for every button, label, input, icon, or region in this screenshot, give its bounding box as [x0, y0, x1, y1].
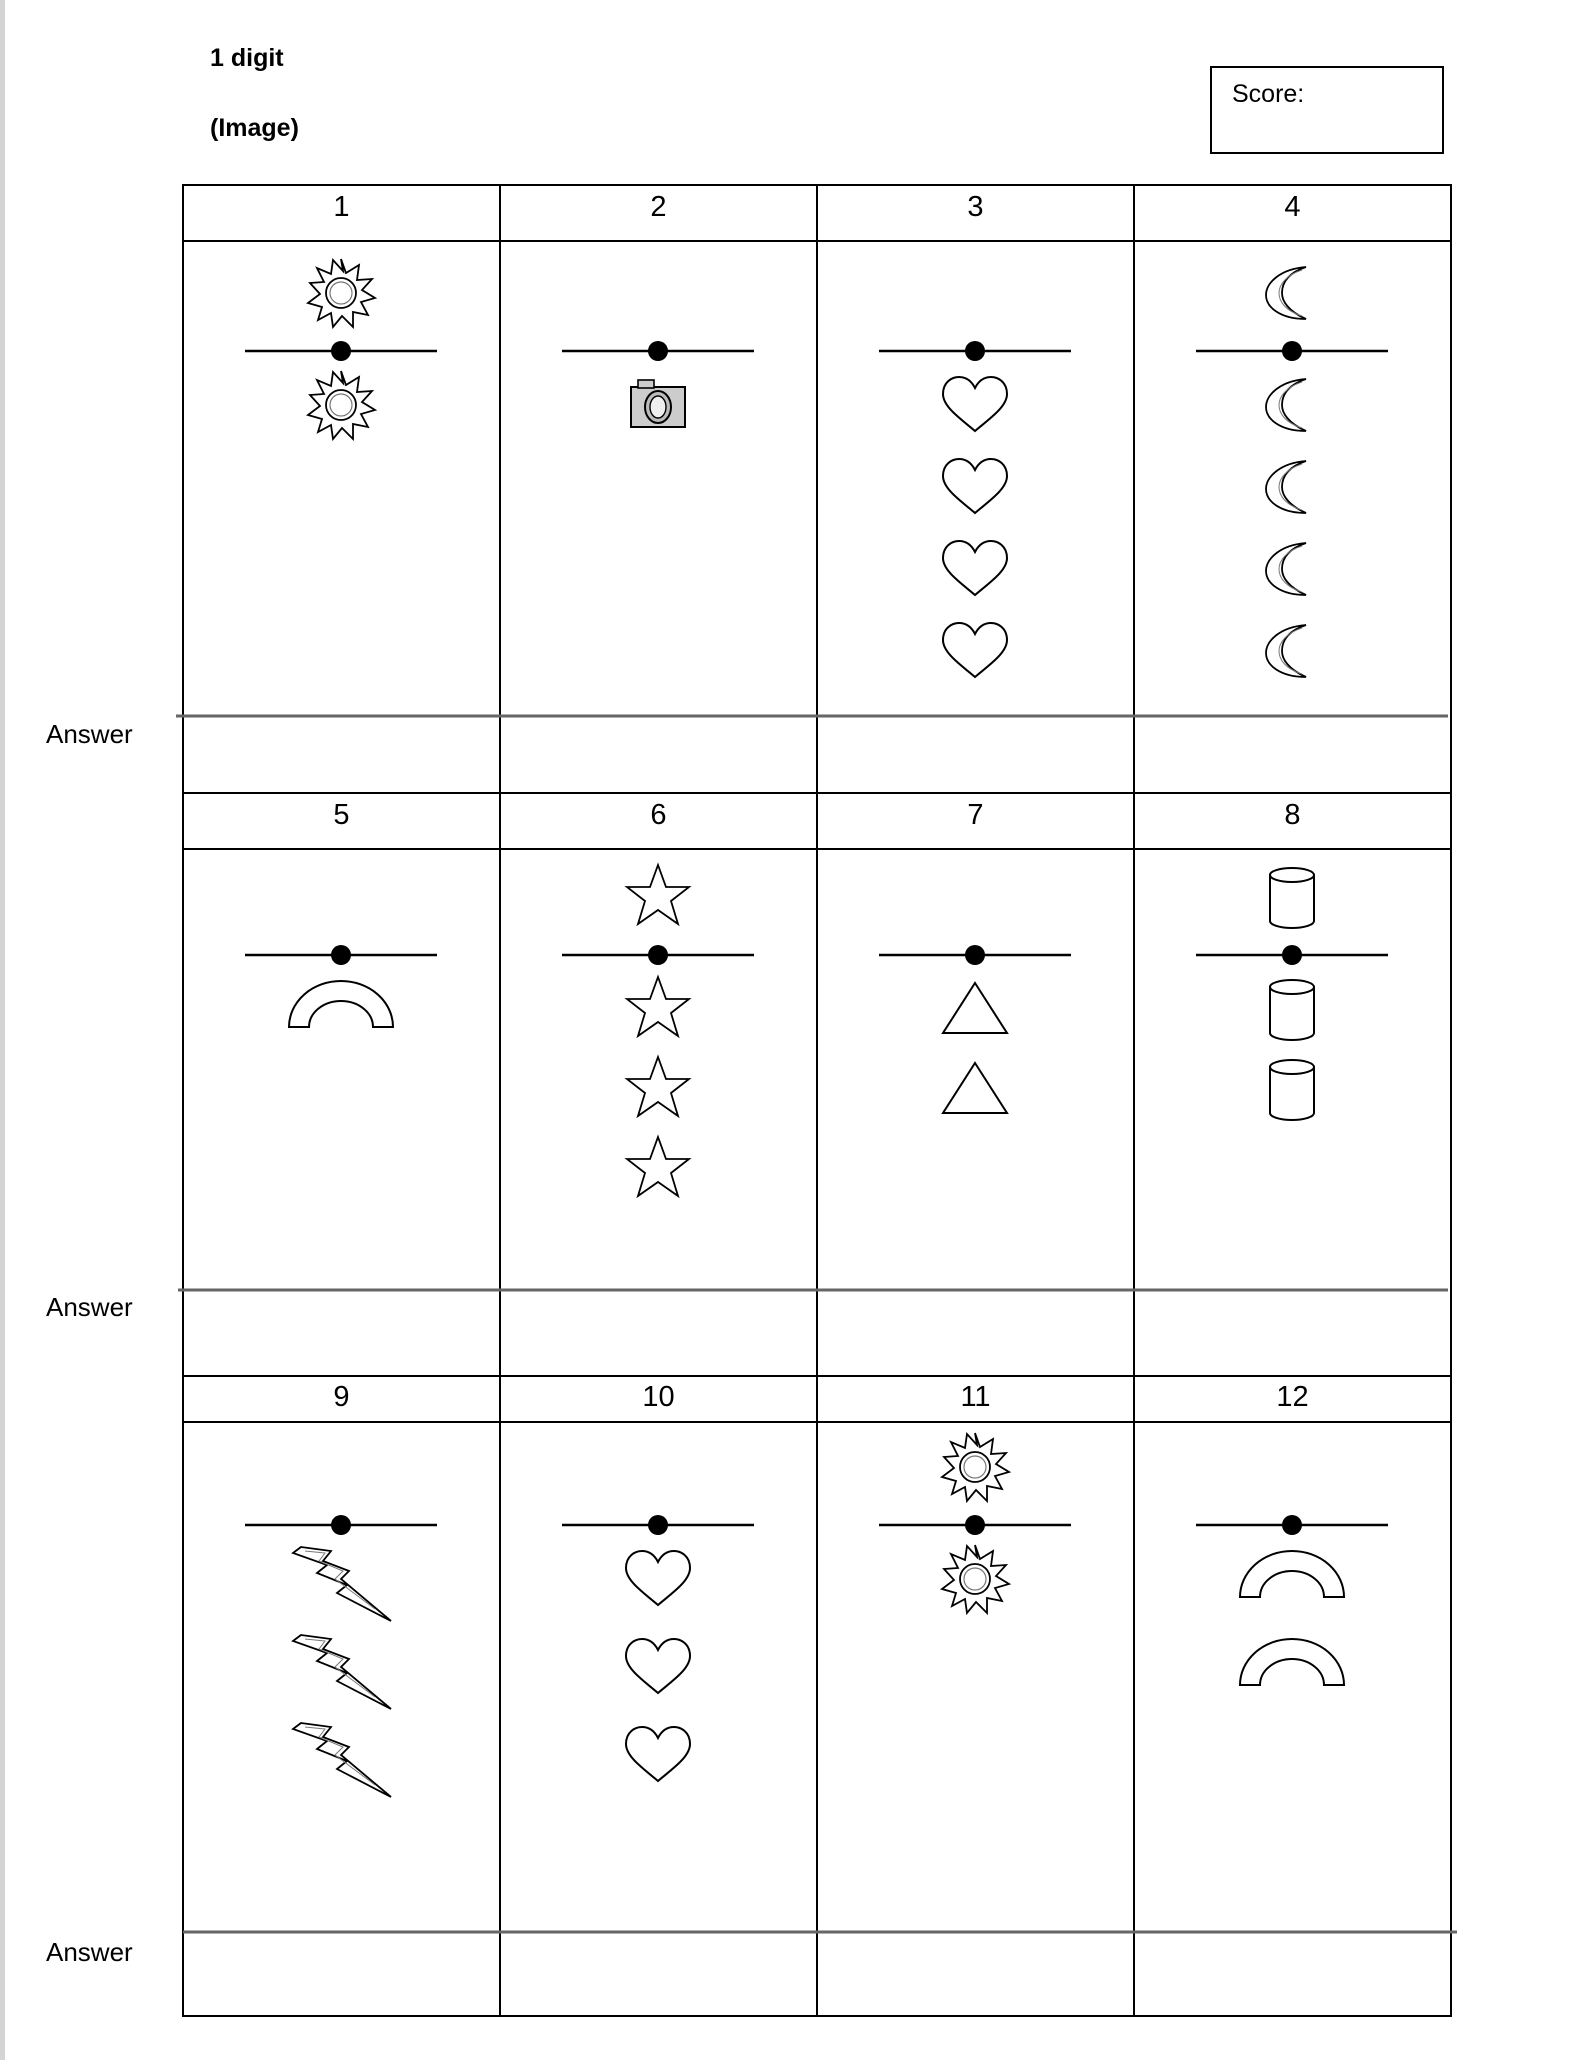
- cell-drawing: [1196, 868, 1388, 1120]
- answer-label-row-1: Answer: [46, 719, 133, 749]
- balance-dot: [648, 1515, 668, 1535]
- rainbow-icon: [1240, 1551, 1344, 1597]
- heart-icon: [943, 377, 1007, 431]
- cell-number: 3: [967, 191, 984, 223]
- cell-number: 12: [1276, 1381, 1309, 1413]
- balance-dot: [1282, 945, 1302, 965]
- rainbow-icon: [1240, 1639, 1344, 1685]
- heart-icon: [943, 541, 1007, 595]
- cell-number: 6: [650, 799, 667, 831]
- sun-icon: [308, 371, 375, 439]
- moon-icon: [1266, 625, 1306, 677]
- sun-icon: [942, 1545, 1009, 1613]
- balance-dot: [331, 1515, 351, 1535]
- cell-drawing: [562, 341, 754, 427]
- cell-drawing: [879, 1433, 1071, 1613]
- triangle-icon: [943, 1063, 1007, 1113]
- answer-label-row-3: Answer: [46, 1937, 133, 1967]
- cell-number: 5: [333, 799, 350, 831]
- heart-icon: [626, 1639, 690, 1693]
- moon-icon: [1266, 379, 1306, 431]
- worksheet-subtitle: (Image): [210, 114, 299, 142]
- lightning-icon: [293, 1547, 391, 1621]
- heart-icon: [943, 623, 1007, 677]
- cell-drawing: [245, 945, 437, 1027]
- moon-icon: [1266, 543, 1306, 595]
- cylinder-icon: [1270, 868, 1314, 928]
- cell-number: 9: [333, 1381, 350, 1413]
- sun-icon: [308, 259, 375, 327]
- cell-drawing: [879, 341, 1071, 677]
- cell-number: 2: [650, 191, 667, 223]
- cell-drawing: [562, 865, 754, 1196]
- cell-number: 1: [333, 191, 350, 223]
- cell-drawing: [245, 1515, 437, 1797]
- moon-icon: [1266, 461, 1306, 513]
- worksheet-title: 1 digit: [210, 44, 284, 72]
- balance-dot: [965, 945, 985, 965]
- balance-dot: [1282, 341, 1302, 361]
- balance-dot: [331, 945, 351, 965]
- balance-dot: [965, 341, 985, 361]
- camera-icon: [631, 380, 685, 427]
- star-icon: [627, 865, 689, 924]
- cylinder-icon: [1270, 1060, 1314, 1120]
- balance-dot: [648, 341, 668, 361]
- balance-dot: [648, 945, 668, 965]
- grid-lines: [183, 185, 1451, 2016]
- cylinder-icon: [1270, 980, 1314, 1040]
- heart-icon: [943, 459, 1007, 513]
- answer-label-row-2: Answer: [46, 1292, 133, 1322]
- star-icon: [627, 1057, 689, 1116]
- cell-number: 10: [642, 1381, 675, 1413]
- cell-drawing: [1196, 267, 1388, 677]
- moon-icon: [1266, 267, 1306, 319]
- cell-number: 8: [1284, 799, 1301, 831]
- cell-drawing: [1196, 1515, 1388, 1685]
- heart-icon: [626, 1727, 690, 1781]
- balance-dot: [965, 1515, 985, 1535]
- cell-number: 4: [1284, 191, 1301, 223]
- cell-number: 11: [960, 1381, 991, 1413]
- cell-drawing: [245, 259, 437, 439]
- rainbow-icon: [289, 981, 393, 1027]
- lightning-icon: [293, 1635, 391, 1709]
- balance-dot: [331, 341, 351, 361]
- heart-icon: [626, 1551, 690, 1605]
- balance-dot: [1282, 1515, 1302, 1535]
- lightning-icon: [293, 1723, 391, 1797]
- cell-number: 7: [967, 799, 984, 831]
- star-icon: [627, 1137, 689, 1196]
- cell-drawing: [879, 945, 1071, 1113]
- cell-drawing: [562, 1515, 754, 1781]
- star-icon: [627, 977, 689, 1036]
- triangle-icon: [943, 983, 1007, 1033]
- sun-icon: [942, 1433, 1009, 1501]
- score-label: Score:: [1232, 80, 1305, 108]
